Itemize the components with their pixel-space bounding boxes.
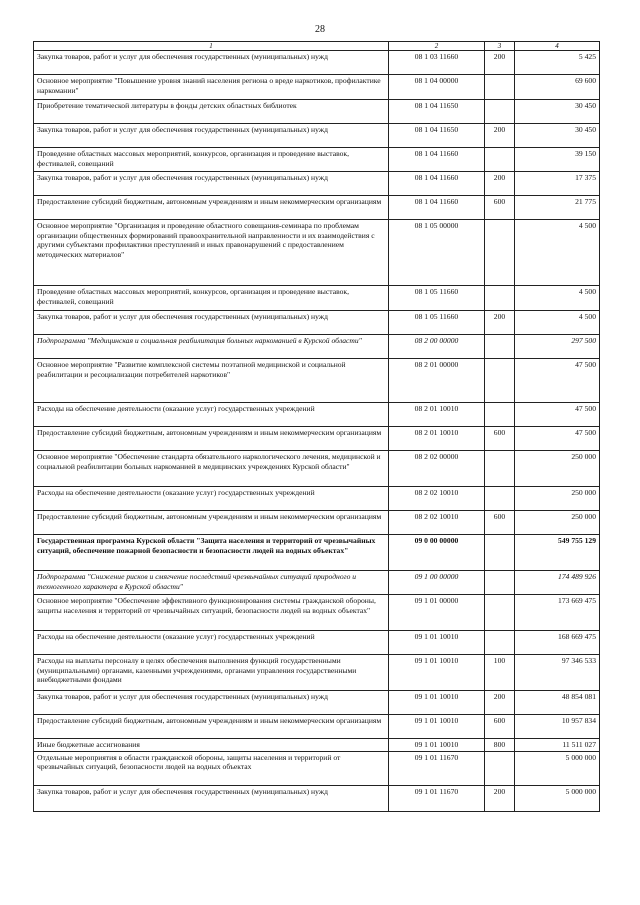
table-row bbox=[34, 427, 600, 451]
row-name: Расходы на обеспечение деятельности (оказание услуг) государственных учреждений bbox=[34, 403, 389, 427]
table-row bbox=[34, 311, 600, 335]
row-expense-type: 200 bbox=[485, 51, 515, 75]
row-expense-type bbox=[485, 535, 515, 571]
page-number: 28 bbox=[315, 24, 325, 35]
row-sum: 97 346 533 bbox=[515, 655, 600, 691]
row-code: 08 1 04 00000 bbox=[389, 75, 485, 100]
row-sum: 4 500 bbox=[515, 220, 600, 286]
table-row bbox=[34, 739, 600, 752]
row-expense-type: 600 bbox=[485, 427, 515, 451]
row-code: 09 1 00 00000 bbox=[389, 571, 485, 595]
row-code: 08 2 01 00000 bbox=[389, 359, 485, 403]
row-expense-type: 200 bbox=[485, 691, 515, 715]
row-expense-type bbox=[485, 451, 515, 487]
row-sum: 10 957 834 bbox=[515, 715, 600, 739]
table-body bbox=[34, 51, 600, 812]
row-name: Расходы на обеспечение деятельности (оказание услуг) государственных учреждений bbox=[34, 631, 389, 655]
table-row bbox=[34, 715, 600, 739]
row-expense-type: 600 bbox=[485, 196, 515, 220]
row-expense-type: 200 bbox=[485, 124, 515, 148]
row-expense-type bbox=[485, 571, 515, 595]
table-row bbox=[34, 196, 600, 220]
row-expense-type: 600 bbox=[485, 715, 515, 739]
row-sum: 250 000 bbox=[515, 451, 600, 487]
row-name: Предоставление субсидий бюджетным, автономным учреждениям и иным некоммерческим организациям bbox=[34, 715, 389, 739]
row-code: 08 1 05 11660 bbox=[389, 311, 485, 335]
row-expense-type: 200 bbox=[485, 311, 515, 335]
row-code: 08 1 04 11650 bbox=[389, 124, 485, 148]
row-expense-type bbox=[485, 359, 515, 403]
row-name: Закупка товаров, работ и услуг для обеспечения государственных (муниципальных) нужд bbox=[34, 172, 389, 196]
column-header-code: 2 bbox=[389, 42, 485, 51]
row-name: Приобретение тематической литературы в фонды детских областных библиотек bbox=[34, 100, 389, 124]
row-sum: 47 500 bbox=[515, 359, 600, 403]
row-sum: 173 669 475 bbox=[515, 595, 600, 631]
row-code: 09 0 00 00000 bbox=[389, 535, 485, 571]
table-row bbox=[34, 691, 600, 715]
row-expense-type bbox=[485, 220, 515, 286]
row-code: 08 1 04 11660 bbox=[389, 196, 485, 220]
row-code: 09 1 01 00000 bbox=[389, 595, 485, 631]
row-expense-type bbox=[485, 148, 515, 172]
budget-table bbox=[33, 41, 600, 812]
row-expense-type bbox=[485, 335, 515, 359]
row-name: Подпрограмма "Медицинская и социальная реабилитация больных наркоманией в Курской области" bbox=[34, 335, 389, 359]
table-row bbox=[34, 148, 600, 172]
column-header-type: 3 bbox=[485, 42, 515, 51]
row-code: 09 1 01 10010 bbox=[389, 691, 485, 715]
row-expense-type bbox=[485, 403, 515, 427]
row-name: Расходы на выплаты персоналу в целях обеспечения выполнения функций государственными (муниципальными) органами, казенными учреждениями, органами управления государственными внебюджетными фондами bbox=[34, 655, 389, 691]
table-row bbox=[34, 571, 600, 595]
row-sum: 5 000 000 bbox=[515, 785, 600, 811]
table-row bbox=[34, 631, 600, 655]
table-row bbox=[34, 535, 600, 571]
row-code: 09 1 01 10010 bbox=[389, 739, 485, 752]
row-expense-type: 200 bbox=[485, 785, 515, 811]
row-code: 08 1 04 11650 bbox=[389, 100, 485, 124]
row-sum: 17 375 bbox=[515, 172, 600, 196]
row-sum: 39 150 bbox=[515, 148, 600, 172]
table-row bbox=[34, 172, 600, 196]
row-sum: 47 500 bbox=[515, 427, 600, 451]
row-code: 09 1 01 11670 bbox=[389, 751, 485, 785]
row-name: Основное мероприятие "Повышение уровня знаний населения региона о вреде наркотиков, профилактике наркомании" bbox=[34, 75, 389, 100]
row-expense-type bbox=[485, 75, 515, 100]
row-expense-type bbox=[485, 100, 515, 124]
row-name: Закупка товаров, работ и услуг для обеспечения государственных (муниципальных) нужд bbox=[34, 691, 389, 715]
row-name: Отдельные мероприятия в области гражданской обороны, защиты населения и территорий от чрезвычайных ситуаций, безопасности людей на водных объектах bbox=[34, 751, 389, 785]
row-code: 08 1 05 11660 bbox=[389, 286, 485, 311]
row-expense-type: 200 bbox=[485, 172, 515, 196]
table-row bbox=[34, 451, 600, 487]
row-name: Государственная программа Курской области "Защита населения и территорий от чрезвычайных ситуаций, обеспечение пожарной безопасности и безопасности людей на водных объектах" bbox=[34, 535, 389, 571]
row-name: Предоставление субсидий бюджетным, автономным учреждениям и иным некоммерческим организациям bbox=[34, 196, 389, 220]
row-code: 08 1 03 11660 bbox=[389, 51, 485, 75]
row-expense-type bbox=[485, 487, 515, 511]
table-row bbox=[34, 286, 600, 311]
row-name: Закупка товаров, работ и услуг для обеспечения государственных (муниципальных) нужд bbox=[34, 311, 389, 335]
row-sum: 21 775 bbox=[515, 196, 600, 220]
row-name: Закупка товаров, работ и услуг для обеспечения государственных (муниципальных) нужд bbox=[34, 785, 389, 811]
column-header-sum: 4 bbox=[515, 42, 600, 51]
row-name: Расходы на обеспечение деятельности (оказание услуг) государственных учреждений bbox=[34, 487, 389, 511]
row-name: Закупка товаров, работ и услуг для обеспечения государственных (муниципальных) нужд bbox=[34, 51, 389, 75]
row-code: 08 2 02 00000 bbox=[389, 451, 485, 487]
row-expense-type bbox=[485, 631, 515, 655]
table-row bbox=[34, 403, 600, 427]
row-sum: 47 500 bbox=[515, 403, 600, 427]
row-code: 09 1 01 10010 bbox=[389, 715, 485, 739]
row-code: 08 2 02 10010 bbox=[389, 487, 485, 511]
row-sum: 250 000 bbox=[515, 487, 600, 511]
row-sum: 5 425 bbox=[515, 51, 600, 75]
row-expense-type bbox=[485, 595, 515, 631]
row-name: Проведение областных массовых мероприятий, конкурсов, организация и проведение выставок, фестивалей, совещаний bbox=[34, 148, 389, 172]
row-expense-type: 600 bbox=[485, 511, 515, 535]
row-name: Закупка товаров, работ и услуг для обеспечения государственных (муниципальных) нужд bbox=[34, 124, 389, 148]
row-name: Основное мероприятие "Обеспечение эффективного функционирования системы гражданской обороны, защиты населения и территорий от чрезвычайных ситуаций, безопасности людей на водных объектах" bbox=[34, 595, 389, 631]
row-name: Проведение областных массовых мероприятий, конкурсов, организация и проведение выставок, фестивалей, совещаний bbox=[34, 286, 389, 311]
table-row bbox=[34, 124, 600, 148]
row-code: 08 1 04 11660 bbox=[389, 172, 485, 196]
row-code: 08 2 01 10010 bbox=[389, 427, 485, 451]
row-sum: 48 854 081 bbox=[515, 691, 600, 715]
row-code: 09 1 01 10010 bbox=[389, 655, 485, 691]
row-code: 08 2 00 00000 bbox=[389, 335, 485, 359]
row-name: Основное мероприятие "Обеспечение стандарта обязательного наркологического лечения, медицинской и социальной реабилитации больных наркоманией в медицинских учреждениях Курской области" bbox=[34, 451, 389, 487]
row-code: 08 2 01 10010 bbox=[389, 403, 485, 427]
row-sum: 549 755 129 bbox=[515, 535, 600, 571]
row-name: Иные бюджетные ассигнования bbox=[34, 739, 389, 752]
row-sum: 4 500 bbox=[515, 286, 600, 311]
row-sum: 250 000 bbox=[515, 511, 600, 535]
row-name: Основное мероприятие "Развитие комплексной системы поэтапной медицинской и социальной реабилитации и ресоциализации потребителей наркотиков" bbox=[34, 359, 389, 403]
row-code: 08 1 04 11660 bbox=[389, 148, 485, 172]
row-expense-type: 100 bbox=[485, 655, 515, 691]
row-sum: 297 500 bbox=[515, 335, 600, 359]
table-row bbox=[34, 595, 600, 631]
row-code: 09 1 01 11670 bbox=[389, 785, 485, 811]
table-row bbox=[34, 75, 600, 100]
table-row bbox=[34, 51, 600, 75]
row-code: 08 1 05 00000 bbox=[389, 220, 485, 286]
row-sum: 69 600 bbox=[515, 75, 600, 100]
table-row bbox=[34, 359, 600, 403]
row-name: Основное мероприятие "Организация и проведение областного совещания-семинара по проблемам организации общественных формирований правоохранительной направленности и их взаимодействия с другими субъектами профилактики преступлений и иных правонарушений с предоставлением методических материалов" bbox=[34, 220, 389, 286]
row-code: 09 1 01 10010 bbox=[389, 631, 485, 655]
row-sum: 174 489 926 bbox=[515, 571, 600, 595]
row-sum: 168 669 475 bbox=[515, 631, 600, 655]
column-header-row bbox=[34, 42, 600, 51]
table-row bbox=[34, 511, 600, 535]
row-code: 08 2 02 10010 bbox=[389, 511, 485, 535]
table-row bbox=[34, 785, 600, 811]
table-row bbox=[34, 487, 600, 511]
table-row bbox=[34, 751, 600, 785]
row-expense-type bbox=[485, 286, 515, 311]
row-name: Подпрограмма "Снижение рисков и смягчение последствий чрезвычайных ситуаций природного и техногенного характера в Курской области" bbox=[34, 571, 389, 595]
row-sum: 30 450 bbox=[515, 124, 600, 148]
row-name: Предоставление субсидий бюджетным, автономным учреждениям и иным некоммерческим организациям bbox=[34, 427, 389, 451]
row-sum: 30 450 bbox=[515, 100, 600, 124]
table-row bbox=[34, 335, 600, 359]
row-sum: 5 000 000 bbox=[515, 751, 600, 785]
row-expense-type bbox=[485, 751, 515, 785]
table-row bbox=[34, 655, 600, 691]
table-row bbox=[34, 100, 600, 124]
row-sum: 4 500 bbox=[515, 311, 600, 335]
row-name: Предоставление субсидий бюджетным, автономным учреждениям и иным некоммерческим организациям bbox=[34, 511, 389, 535]
column-header-name: 1 bbox=[34, 42, 389, 51]
row-sum: 11 511 027 bbox=[515, 739, 600, 752]
table-row bbox=[34, 220, 600, 286]
row-expense-type: 800 bbox=[485, 739, 515, 752]
